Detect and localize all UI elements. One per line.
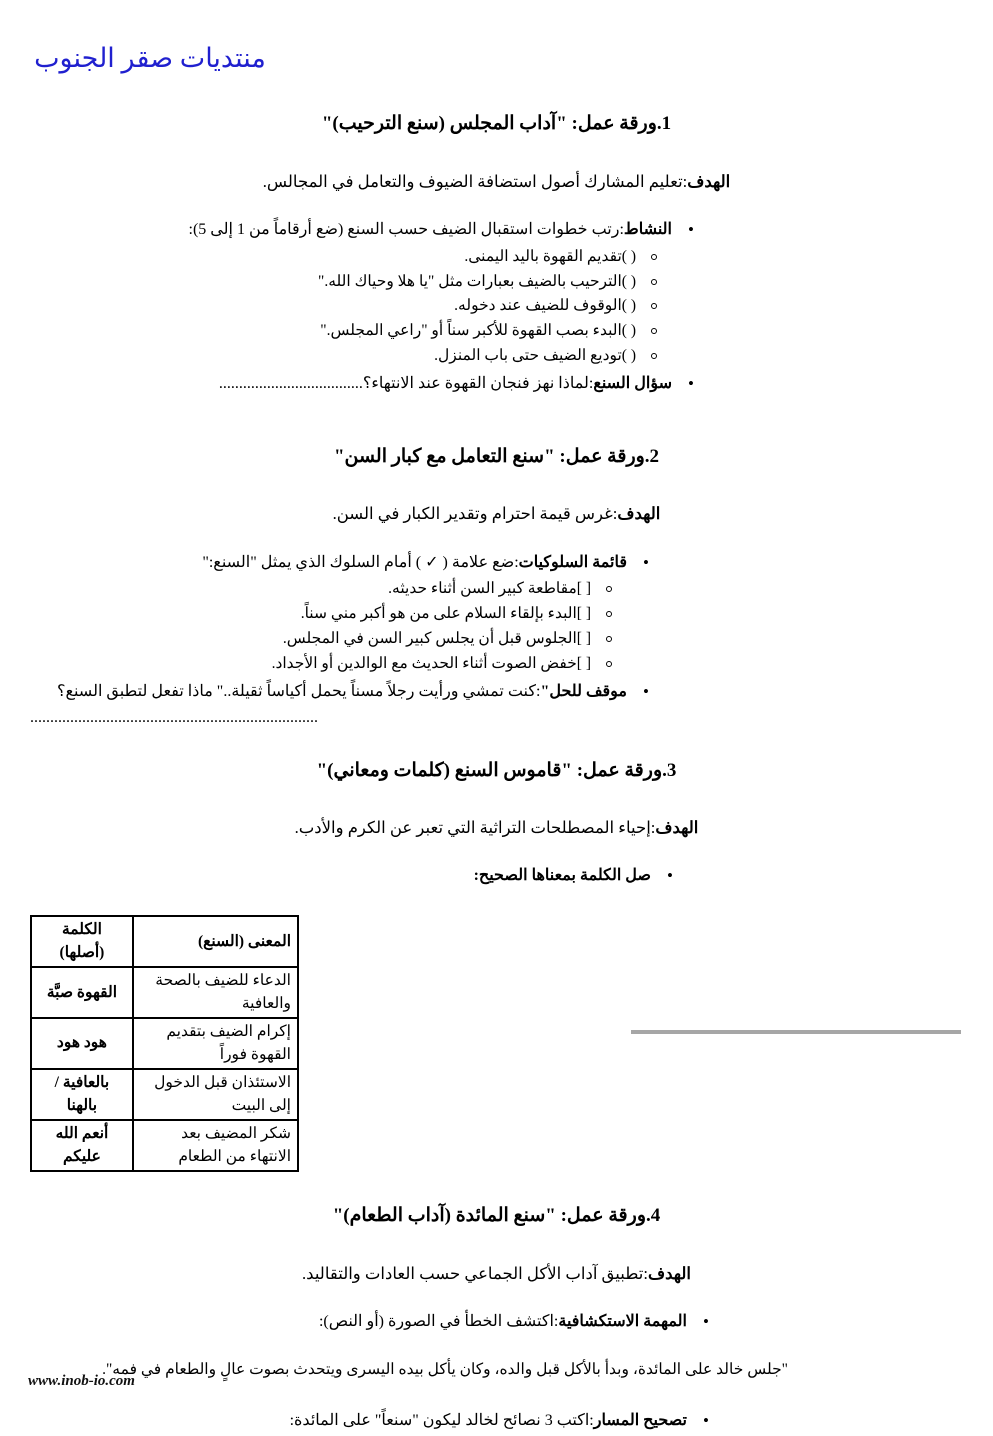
worksheet-4 (30, 1192, 963, 1434)
worksheet-3-bullet-match (30, 863, 687, 889)
table-cell-meaning: شكر المضيف بعد الانتهاء من الطعام (133, 1120, 298, 1171)
worksheet-3-title (30, 747, 963, 786)
worksheet-4-bullet-correction (30, 1408, 723, 1434)
worksheet-1-goal-label: الهدف (687, 171, 731, 191)
worksheet-1-question-text: :لماذا نهز فنجان القهوة عند الانتهاء؟.................................... (218, 374, 594, 392)
worksheet-4-discovery-text: :اكتشف الخطأ في الصورة (أو النص): (318, 1312, 559, 1330)
worksheet-2-title (30, 433, 963, 472)
list-item[interactable]: [ ]الجلوس قبل أن يجلس كبير السن في المجلس. (30, 627, 627, 652)
worksheet-1-activity-text: :رتب خطوات استقبال الضيف حسب السنع (ضع أرقاماً من 1 إلى 5): (188, 220, 624, 238)
worksheet-3-number: 3. (662, 759, 677, 781)
worksheet-4-title (30, 1192, 963, 1231)
worksheet-1-goal (30, 169, 963, 195)
worksheet-1-title (30, 100, 963, 139)
list-item[interactable]: ( )البدء بصب القهوة للأكبر سناً أو "راعي المجلس." (30, 319, 672, 344)
worksheet-4-bullets-top (30, 1309, 723, 1335)
table-cell-word: أنعم الله عليكم (31, 1120, 133, 1171)
footer-watermark-url: www.inob-io.com (28, 1373, 135, 1389)
worksheet-2-answer-line[interactable]: ........................................................................ (30, 708, 318, 726)
worksheet-4-goal-text: :تطبيق آداب الأكل الجماعي حسب العادات والتقاليد. (302, 1263, 648, 1283)
worksheet-2-situation-text: :كنت تمشي ورأيت رجلاً مسناً يحمل أكياساً ثقيلة.." ماذا تفعل لتطبق السنع؟ (56, 682, 541, 700)
worksheet-3-goal (30, 815, 963, 841)
worksheet-1-bullet-question (30, 371, 708, 397)
worksheet-2-bullets (30, 550, 663, 705)
list-item[interactable]: ( )تقديم القهوة باليد اليمنى. (30, 245, 672, 270)
site-header-title: منتديات صقر الجنوب (34, 43, 266, 73)
table-cell-word: القهوة صبَّة (31, 967, 133, 1018)
worksheet-4-title-text: ورقة عمل: "سنع المائدة (آداب الطعام)" (332, 1205, 646, 1227)
worksheet-3-goal-text: :إحياء المصطلحات التراثية التي تعبر عن الكرم والأدب. (294, 818, 656, 838)
worksheet-4-quote: "جلس خالد على المائدة، وبدأ بالأكل قبل والده، وكان يأكل بيده اليسرى ويتحدث بصوت عالٍ والطعام في فمه". (102, 1360, 788, 1378)
worksheet-1-activity-label: النشاط (623, 220, 672, 238)
worksheet-1-goal-text: :تعليم المشارك أصول استضافة الضيوف والتعامل في المجالس. (262, 171, 688, 191)
table-row[interactable] (31, 1069, 298, 1120)
worksheet-2-behaviors-text: :ضع علامة ( ✓ ) أمام السلوك الذي يمثل "السنع:" (202, 553, 519, 571)
worksheet-3-title-text: ورقة عمل: "قاموس السنع (كلمات ومعاني)" (316, 759, 663, 781)
section-divider (631, 1030, 961, 1034)
worksheet-2-checklist (30, 577, 627, 676)
worksheet-2-goal-label: الهدف (617, 504, 661, 524)
list-item[interactable]: [ ]مقاطعة كبير السن أثناء حديثه. (30, 577, 627, 602)
worksheet-1-number: 1. (656, 113, 672, 134)
worksheet-4-bullets-bottom (30, 1408, 723, 1434)
worksheet-4-correction-text: :اكتب 3 نصائح لخالد ليكون "سنعاً" على المائدة: (289, 1411, 594, 1429)
worksheet-3-goal-label: الهدف (655, 818, 699, 838)
worksheet-4-goal (30, 1261, 963, 1287)
worksheet-1-bullets (30, 217, 708, 397)
worksheet-1-steps (30, 245, 672, 369)
worksheet-2-number: 2. (644, 445, 660, 467)
worksheet-3-bullets (30, 863, 687, 889)
worksheet-4-bullet-discovery (30, 1309, 723, 1335)
table-header-row (31, 916, 298, 967)
table-cell-meaning: الاستئذان قبل الدخول إلى البيت (133, 1069, 298, 1120)
table-row[interactable] (31, 1018, 298, 1069)
worksheet-2-goal (30, 501, 963, 527)
worksheet-4-discovery-label: المهمة الاستكشافية (558, 1312, 687, 1330)
worksheet-4-number: 4. (646, 1205, 661, 1227)
worksheet-2-situation-label: موقف للحل" (540, 682, 627, 700)
list-item[interactable]: ( )توديع الضيف حتى باب المنزل. (30, 344, 672, 369)
table-cell-word: هود هود (31, 1018, 133, 1069)
worksheet-4-goal-label: الهدف (647, 1263, 691, 1283)
worksheet-1-question-label: سؤال السنع (593, 374, 672, 392)
worksheet-4-correction-label: تصحيح المسار (593, 1411, 687, 1429)
worksheet-2 (30, 433, 963, 727)
worksheet-3-match-label: صل الكلمة بمعناها الصحيح: (473, 867, 651, 885)
worksheet-2-title-text: ورقة عمل: "سنع التعامل مع كبار السن" (333, 445, 645, 467)
worksheet-3 (30, 747, 963, 1172)
table-row[interactable] (31, 967, 298, 1018)
table-cell-word: بالعافية / بالهنا (31, 1069, 133, 1120)
vocabulary-table (30, 915, 299, 1172)
worksheet-2-behaviors-label: قائمة السلوكيات (518, 553, 627, 571)
worksheet-1-bullet-activity (30, 217, 708, 369)
table-header-word: الكلمة (أصلها) (31, 916, 133, 967)
list-item[interactable]: ( )الترحيب بالضيف بعبارات مثل "يا هلا وحياك الله." (30, 270, 672, 295)
worksheet-2-bullet-behaviors (30, 550, 663, 677)
worksheet-1 (30, 100, 963, 397)
list-item[interactable]: [ ]البدء بإلقاء السلام على من هو أكبر مني سناً. (30, 602, 627, 627)
worksheet-2-bullet-situation (30, 679, 663, 705)
table-row[interactable] (31, 1120, 298, 1171)
document-content (30, 100, 963, 1436)
table-cell-meaning: الدعاء للضيف بالصحة والعافية (133, 967, 298, 1018)
worksheet-2-goal-text: :غرس قيمة احترام وتقدير الكبار في السن. (332, 504, 618, 524)
worksheet-1-title-text: ورقة عمل: "آداب المجلس (سنع الترحيب)" (321, 113, 657, 134)
table-cell-meaning: إكرام الضيف بتقديم القهوة فوراً (133, 1018, 298, 1069)
list-item[interactable]: ( )الوقوف للضيف عند دخوله. (30, 294, 672, 319)
table-header-meaning: المعنى (السنع) (133, 916, 298, 967)
list-item[interactable]: [ ]خفض الصوت أثناء الحديث مع الوالدين أو الأجداد. (30, 652, 627, 677)
